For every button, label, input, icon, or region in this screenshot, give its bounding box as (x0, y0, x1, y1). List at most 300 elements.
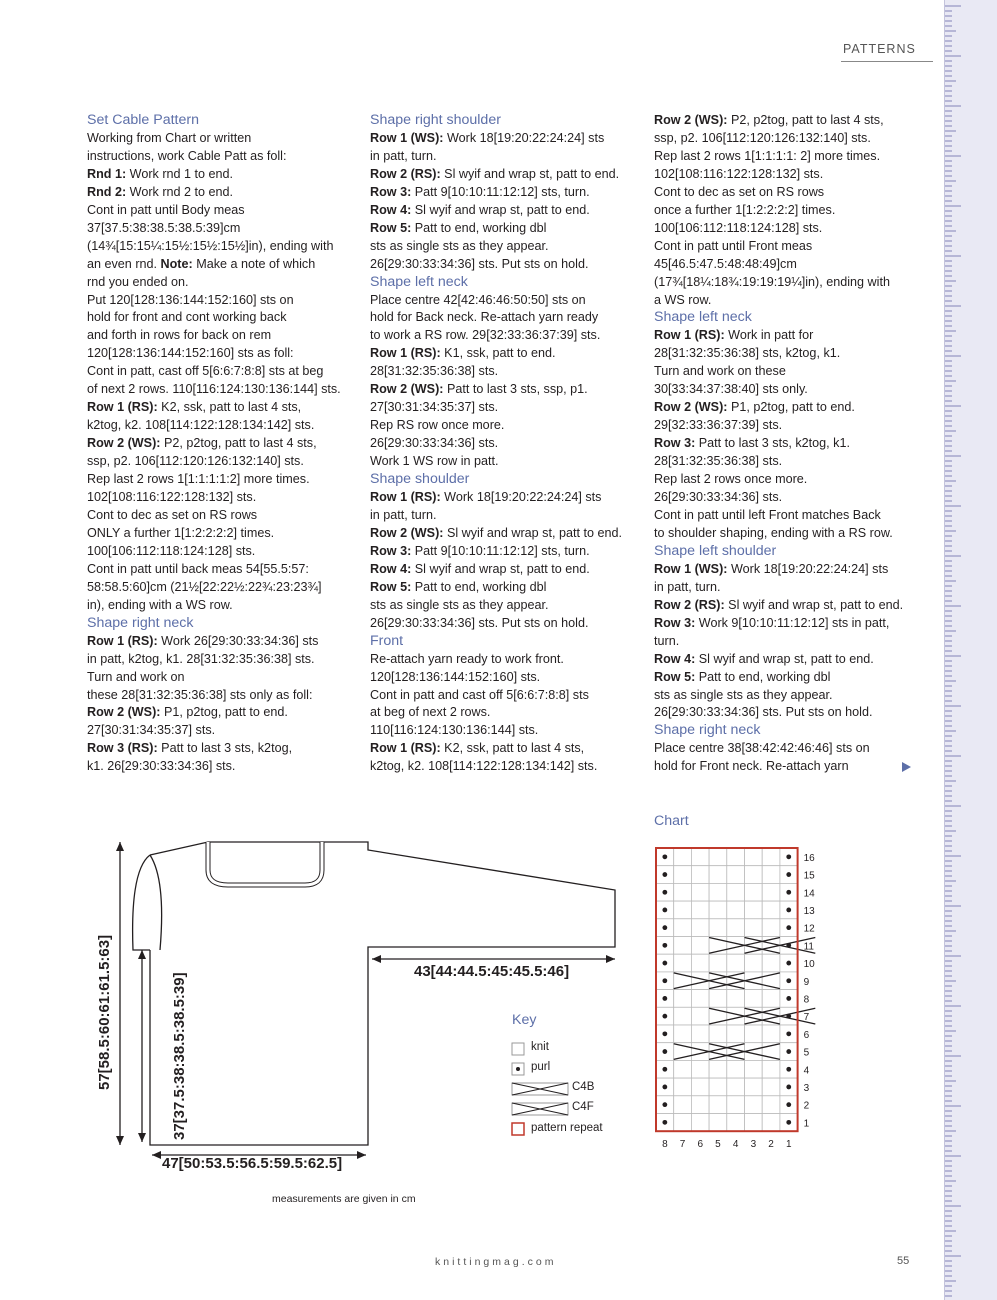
key-knit: knit (531, 1041, 549, 1053)
bold-label: Row 1 (RS): (370, 741, 441, 756)
text-line (654, 238, 924, 256)
text-line (87, 309, 357, 327)
line-text: 37[37.5:38:38.5:38.5:39]cm (87, 220, 241, 235)
text-line (654, 453, 924, 471)
text-line (654, 184, 924, 202)
chart-cell (709, 954, 727, 972)
bold-label: Row 1 (RS): (370, 490, 441, 505)
chart-cell (709, 1078, 727, 1096)
text-line (87, 722, 357, 740)
text-line (87, 687, 357, 705)
line-text: 58:58.5:60]cm (21½[22:22½:22¾:23:23¾] (87, 579, 322, 594)
bold-label: Row 3: (370, 543, 412, 558)
text-line (370, 256, 640, 274)
line-text: Work rnd 2 to end. (126, 184, 234, 199)
width-label: 47[50:53.5:56.5:59.5:62.5] (162, 1155, 343, 1172)
purl-dot (786, 854, 791, 859)
bold-label: Row 2 (WS): (370, 525, 444, 540)
text-line (654, 489, 924, 507)
line-text: 45[46.5:47.5:48:48:49]cm (654, 256, 797, 271)
chart-cell (674, 866, 692, 884)
text-line (654, 202, 924, 220)
chart-cell (691, 1025, 709, 1043)
chart-cell (674, 1007, 692, 1025)
text-line (370, 148, 640, 166)
chart-cell (745, 919, 763, 937)
chart-cell (709, 901, 727, 919)
line-text: Turn and work on these (654, 364, 786, 379)
line-text: in patt, k2tog, k1. 28[31:32:35:36:38] sts. (87, 651, 315, 666)
line-text: 120[128:136:144:152:160] sts. (370, 669, 541, 684)
chart-cell (691, 1060, 709, 1078)
text-line (87, 148, 357, 166)
text-line (87, 525, 357, 543)
footer-site: knittingmag.com (435, 1256, 557, 1268)
line-text: (14¾[15:15¼:15½:15½:15½]in), ending with (87, 238, 334, 253)
chart-cell (709, 1114, 727, 1132)
text-line (654, 345, 924, 363)
line-text: in patt, turn. (370, 148, 437, 163)
row-label: 16 (803, 852, 815, 864)
text-line (87, 256, 357, 274)
line-text: 28[31:32:35:36:38] sts, k2tog, k1. (654, 346, 841, 361)
chart-cell (674, 1114, 692, 1132)
chart-cell (674, 1025, 692, 1043)
line-text: rnd you ended on. (87, 274, 189, 289)
text-line (370, 327, 640, 345)
chart-cell (674, 1060, 692, 1078)
chart-cell (762, 1078, 780, 1096)
purl-dot (786, 961, 791, 966)
section-heading: Shape shoulder (370, 471, 470, 488)
purl-dot (786, 1120, 791, 1125)
text-line (370, 453, 640, 471)
line-text: Work 18[19:20:22:24:24] sts (443, 130, 605, 145)
line-text: sts as single sts as they appear. (654, 687, 833, 702)
chart-cell (674, 848, 692, 866)
line-text: Sl wyif and wrap st, patt to end. (411, 202, 590, 217)
text-line (654, 633, 924, 651)
purl-dot (662, 1085, 667, 1090)
chart-cell (691, 954, 709, 972)
line-text: hold for Front neck. Re-attach yarn (654, 759, 849, 774)
text-line (370, 417, 640, 435)
purl-dot (786, 890, 791, 895)
line-text: Make a note of which (192, 256, 316, 271)
text-line (370, 345, 640, 363)
continue-arrow-icon (902, 762, 911, 772)
line-text: 29[32:33:36:37:39] sts. (654, 418, 783, 433)
row-label: 10 (803, 959, 815, 971)
text-line (654, 130, 924, 148)
bold-label: Row 2 (WS): (87, 436, 161, 451)
chart-cell (691, 866, 709, 884)
chart-cell (691, 848, 709, 866)
chart-cell (745, 848, 763, 866)
bold-label: Row 5: (370, 579, 412, 594)
chart-cell (709, 1096, 727, 1114)
key-repeat: pattern repeat (531, 1122, 603, 1134)
line-text: in patt, turn. (654, 579, 721, 594)
text-line (654, 579, 924, 597)
text-line (654, 615, 924, 633)
text-line (87, 363, 357, 381)
text-line (654, 525, 924, 543)
text-line (654, 651, 924, 669)
line-text: Work in patt for (724, 328, 814, 343)
line-text: Rep last 2 rows 1[1:1:1:1:2] more times. (87, 472, 310, 487)
section-heading: Front (370, 632, 404, 649)
text-line (370, 381, 640, 399)
line-text: Cont to dec as set on RS rows (654, 184, 825, 199)
line-text: a WS row. (654, 292, 712, 307)
line-text: to shoulder shaping, ending with a RS row. (654, 525, 893, 540)
chart-cell (709, 919, 727, 937)
chart-cell (745, 883, 763, 901)
text-line (87, 489, 357, 507)
line-text: K2, ssk, patt to last 4 sts, (440, 741, 585, 756)
text-line (370, 238, 640, 256)
header-rule (841, 61, 933, 62)
text-line (370, 740, 640, 758)
bold-label: Row 2 (WS): (654, 113, 728, 127)
purl-dot (662, 943, 667, 948)
text-line (654, 507, 924, 525)
text-line (370, 758, 640, 776)
chart-cell (674, 883, 692, 901)
text-line (370, 489, 640, 507)
chart-cell (691, 937, 709, 955)
key-title: Key (512, 1012, 537, 1028)
text-line (654, 220, 924, 238)
row-label: 11 (803, 941, 814, 953)
line-text: 102[108:116:122:128:132] sts. (654, 166, 824, 181)
line-text: ssp, p2. 106[112:120:126:132:140] sts. (87, 454, 304, 469)
bold-label: Row 2 (RS): (654, 597, 725, 612)
bold-label: Row 5: (370, 220, 412, 235)
col-label: 3 (750, 1139, 757, 1151)
text-line (654, 561, 924, 579)
purl-dot (662, 961, 667, 966)
line-text: Cont in patt until Body meas (87, 202, 245, 217)
purl-dot (662, 1102, 667, 1107)
row-label: 13 (803, 905, 815, 917)
bold-label: Row 2 (WS): (87, 705, 161, 720)
line-text: turn. (654, 633, 680, 648)
bold-label: Note: (160, 256, 193, 271)
line-text: 26[29:30:33:34:36] sts. Put sts on hold. (370, 615, 589, 630)
line-text: Sl wyif and wrap st, patt to end. (440, 166, 620, 181)
sleeve-length-label: 43[44:44.5:45:45.5:46] (414, 963, 570, 980)
line-text: 26[29:30:33:34:36] sts. (370, 436, 499, 451)
line-text: k2tog, k2. 108[114:122:128:134:142] sts. (87, 418, 315, 433)
line-text: at beg of next 2 rows. (370, 705, 491, 720)
line-text: k2tog, k2. 108[114:122:128:134:142] sts. (370, 759, 598, 774)
chart-cell (674, 1078, 692, 1096)
line-text: Rep RS row once more. (370, 418, 505, 433)
line-text: K1, ssk, patt to end. (440, 346, 556, 361)
chart-cell (745, 866, 763, 884)
line-text: an even rnd. (87, 256, 161, 271)
text-line (87, 202, 357, 220)
line-text: Re-attach yarn ready to work front. (370, 651, 564, 666)
line-text: Patt to end, working dbl (695, 669, 831, 684)
bold-label: Row 3: (654, 436, 696, 451)
text-line (87, 166, 357, 184)
text-line (654, 471, 924, 489)
line-text: Work 1 WS row in patt. (370, 454, 499, 469)
purl-dot (786, 872, 791, 877)
chart-cell (727, 954, 745, 972)
text-line (370, 722, 640, 740)
line-text: these 28[31:32:35:36:38] sts only as foll: (87, 687, 313, 702)
line-text: Sl wyif and wrap st, patt to end. (411, 561, 590, 576)
text-line (87, 399, 357, 417)
column-3 (654, 112, 924, 776)
line-text: Sl wyif and wrap st, patt to end. (724, 597, 904, 612)
column-2 (370, 112, 640, 776)
line-text: Patt to end, working dbl (411, 220, 547, 235)
chart-cell (691, 1096, 709, 1114)
text-line (654, 256, 924, 274)
chart-cell (762, 1025, 780, 1043)
bold-label: Row 2 (RS): (370, 166, 441, 181)
line-text: Patt to last 3 sts, ssp, p1. (443, 382, 588, 397)
purl-dot (786, 1085, 791, 1090)
col-label: 4 (732, 1139, 739, 1151)
line-text: Rep last 2 rows once more. (654, 472, 808, 487)
bold-label: Row 4: (654, 651, 696, 666)
line-text: Cont in patt, cast off 5[6:6:7:8:8] sts at beg (87, 364, 324, 379)
text-line (370, 525, 640, 543)
section-heading: Shape right neck (87, 614, 194, 631)
text-line (654, 148, 924, 166)
col-label: 6 (697, 1139, 704, 1151)
text-line (654, 704, 924, 722)
chart-cell (727, 848, 745, 866)
col-label: 8 (662, 1139, 668, 1151)
line-text: Cont in patt and cast off 5[6:6:7:8:8] sts (370, 687, 589, 702)
text-line (87, 453, 357, 471)
text-line (654, 327, 924, 345)
text-line (370, 687, 640, 705)
line-text: sts as single sts as they appear. (370, 238, 549, 253)
text-line (370, 669, 640, 687)
line-text: 28[31:32:35:36:38] sts. (370, 364, 499, 379)
line-text: P1, p2tog, patt to end. (160, 705, 288, 720)
line-text: K2, ssk, patt to last 4 sts, (157, 400, 302, 415)
purl-dot (786, 925, 791, 930)
text-line (87, 669, 357, 687)
bold-label: Row 4: (370, 202, 412, 217)
col-label: 2 (768, 1139, 774, 1151)
row-label: 1 (803, 1118, 810, 1130)
line-text: 27[30:31:34:35:37] sts. (87, 723, 216, 738)
line-text: to work a RS row. 29[32:33:36:37:39] sts. (370, 328, 601, 343)
text-line (370, 579, 640, 597)
text-line (87, 597, 357, 615)
chart-cell (674, 937, 692, 955)
line-text: instructions, work Cable Patt as foll: (87, 148, 287, 163)
text-line (370, 597, 640, 615)
line-text: Turn and work on (87, 669, 185, 684)
page-number: 55 (897, 1255, 910, 1267)
line-text: 100[106:112:118:124:128] sts. (654, 220, 823, 235)
ruler (944, 0, 997, 1300)
text-line (370, 651, 640, 669)
line-text: Working from Chart or written (87, 130, 252, 145)
purl-dot (662, 996, 667, 1001)
chart-cell (709, 990, 727, 1008)
knitting-chart (650, 840, 830, 1160)
purl-dot (662, 908, 667, 913)
purl-dot (662, 854, 667, 859)
bold-label: Row 1 (RS): (87, 633, 158, 648)
line-text: Sl wyif and wrap st, patt to end. (695, 651, 874, 666)
chart-cell (727, 866, 745, 884)
chart-cell (762, 1096, 780, 1114)
section-header: PATTERNS (843, 42, 916, 56)
bold-label: Rnd 1: (87, 166, 127, 181)
text-line (87, 758, 357, 776)
text-line (370, 561, 640, 579)
chart-title: Chart (654, 813, 689, 829)
chart-cell (745, 990, 763, 1008)
section-heading: Shape left neck (654, 309, 752, 326)
bold-label: Row 3: (370, 184, 412, 199)
row-label: 15 (803, 870, 815, 882)
line-text: 26[29:30:33:34:36] sts. Put sts on hold. (370, 256, 589, 271)
line-text: Patt to end, working dbl (411, 579, 547, 594)
line-text: P2, p2tog, patt to last 4 sts, (727, 113, 884, 127)
measurement-note: measurements are given in cm (272, 1193, 416, 1205)
purl-dot (786, 1049, 791, 1054)
column-1 (87, 112, 357, 776)
line-text: Cont to dec as set on RS rows (87, 507, 258, 522)
line-text: Patt to last 3 sts, k2tog, (157, 741, 293, 756)
chart-cell (691, 883, 709, 901)
line-text: in patt, turn. (370, 507, 437, 522)
line-text: of next 2 rows. 110[116:124:130:136:144] sts. (87, 382, 341, 397)
text-line (370, 435, 640, 453)
text-line (654, 381, 924, 399)
line-text: in), ending with a WS row. (87, 597, 233, 612)
text-line (654, 435, 924, 453)
line-text: P1, p2tog, patt to end. (727, 400, 855, 415)
text-line (87, 238, 357, 256)
chart-cell (709, 1060, 727, 1078)
line-text: and forth in rows for back on rem (87, 328, 272, 343)
chart-cell (691, 1078, 709, 1096)
bold-label: Row 3: (654, 615, 696, 630)
purl-dot (786, 1031, 791, 1036)
chart-cell (762, 954, 780, 972)
chart-cell (762, 901, 780, 919)
text-line (87, 651, 357, 669)
key-c4b: C4B (572, 1081, 595, 1093)
chart-cell (745, 1114, 763, 1132)
text-line (654, 687, 924, 705)
line-text: Patt 9[10:10:11:12:12] sts, turn. (411, 543, 590, 558)
purl-dot (786, 908, 791, 913)
row-label: 2 (803, 1100, 810, 1112)
line-text: 120[128:136:144:152:160] sts as foll: (87, 346, 294, 361)
total-length-label: 57[58.5:60:61:61.5:63] (96, 934, 113, 1090)
chart-cell (709, 1025, 727, 1043)
bold-label: Row 3 (RS): (87, 741, 158, 756)
text-line (87, 381, 357, 399)
text-line (370, 363, 640, 381)
chart-cell (762, 990, 780, 1008)
chart-cell (745, 1078, 763, 1096)
purl-dot (662, 890, 667, 895)
text-line (370, 615, 640, 633)
row-label: 8 (803, 994, 810, 1006)
text-line (87, 740, 357, 758)
line-text: hold for front and cont working back (87, 310, 287, 325)
chart-cell (691, 1114, 709, 1132)
text-line (370, 399, 640, 417)
text-line (654, 597, 924, 615)
text-line (87, 327, 357, 345)
line-text: ONLY a further 1[1:2:2:2:2] times. (87, 525, 275, 540)
row-label: 5 (803, 1047, 810, 1059)
purl-dot (662, 1067, 667, 1072)
chart-cell (762, 883, 780, 901)
purl-dot (662, 1049, 667, 1054)
purl-dot (662, 1031, 667, 1036)
chart-cell (745, 1096, 763, 1114)
bold-label: Row 1 (WS): (654, 561, 728, 576)
text-line (87, 184, 357, 202)
line-text: ssp, p2. 106[112:120:126:132:140] sts. (654, 130, 871, 145)
bold-label: Row 1 (RS): (654, 328, 725, 343)
chart-cell (691, 919, 709, 937)
chart-cell (762, 848, 780, 866)
text-line (654, 399, 924, 417)
purl-dot (662, 925, 667, 930)
row-label: 7 (803, 1012, 810, 1024)
line-text: Cont in patt until back meas 54[55.5:57: (87, 561, 309, 576)
text-line (370, 184, 640, 202)
chart-cell (745, 1025, 763, 1043)
text-line (87, 417, 357, 435)
chart-cell (762, 919, 780, 937)
line-text: Put 120[128:136:144:152:160] sts on (87, 292, 294, 307)
text-line (370, 543, 640, 561)
text-line (87, 561, 357, 579)
line-text: P2, p2tog, patt to last 4 sts, (160, 436, 317, 451)
section-heading: Shape right shoulder (370, 112, 501, 128)
line-text: 100[106:112:118:124:128] sts. (87, 543, 256, 558)
text-line (87, 345, 357, 363)
chart-cell (691, 1007, 709, 1025)
line-text: Cont in patt until left Front matches Back (654, 507, 881, 522)
line-text: 110[116:124:130:136:144] sts. (370, 723, 539, 738)
chart-cell (709, 883, 727, 901)
line-text: Work 18[19:20:22:24:24] sts (440, 490, 602, 505)
line-text: 26[29:30:33:34:36] sts. Put sts on hold. (654, 705, 873, 720)
line-text: once a further 1[1:2:2:2:2] times. (654, 202, 836, 217)
text-line (370, 202, 640, 220)
text-line (370, 507, 640, 525)
text-line (87, 220, 357, 238)
chart-cell (674, 990, 692, 1008)
chart-cell (709, 866, 727, 884)
bold-label: Rnd 2: (87, 184, 127, 199)
section-heading: Set Cable Pattern (87, 112, 199, 128)
row-label: 3 (803, 1082, 810, 1094)
